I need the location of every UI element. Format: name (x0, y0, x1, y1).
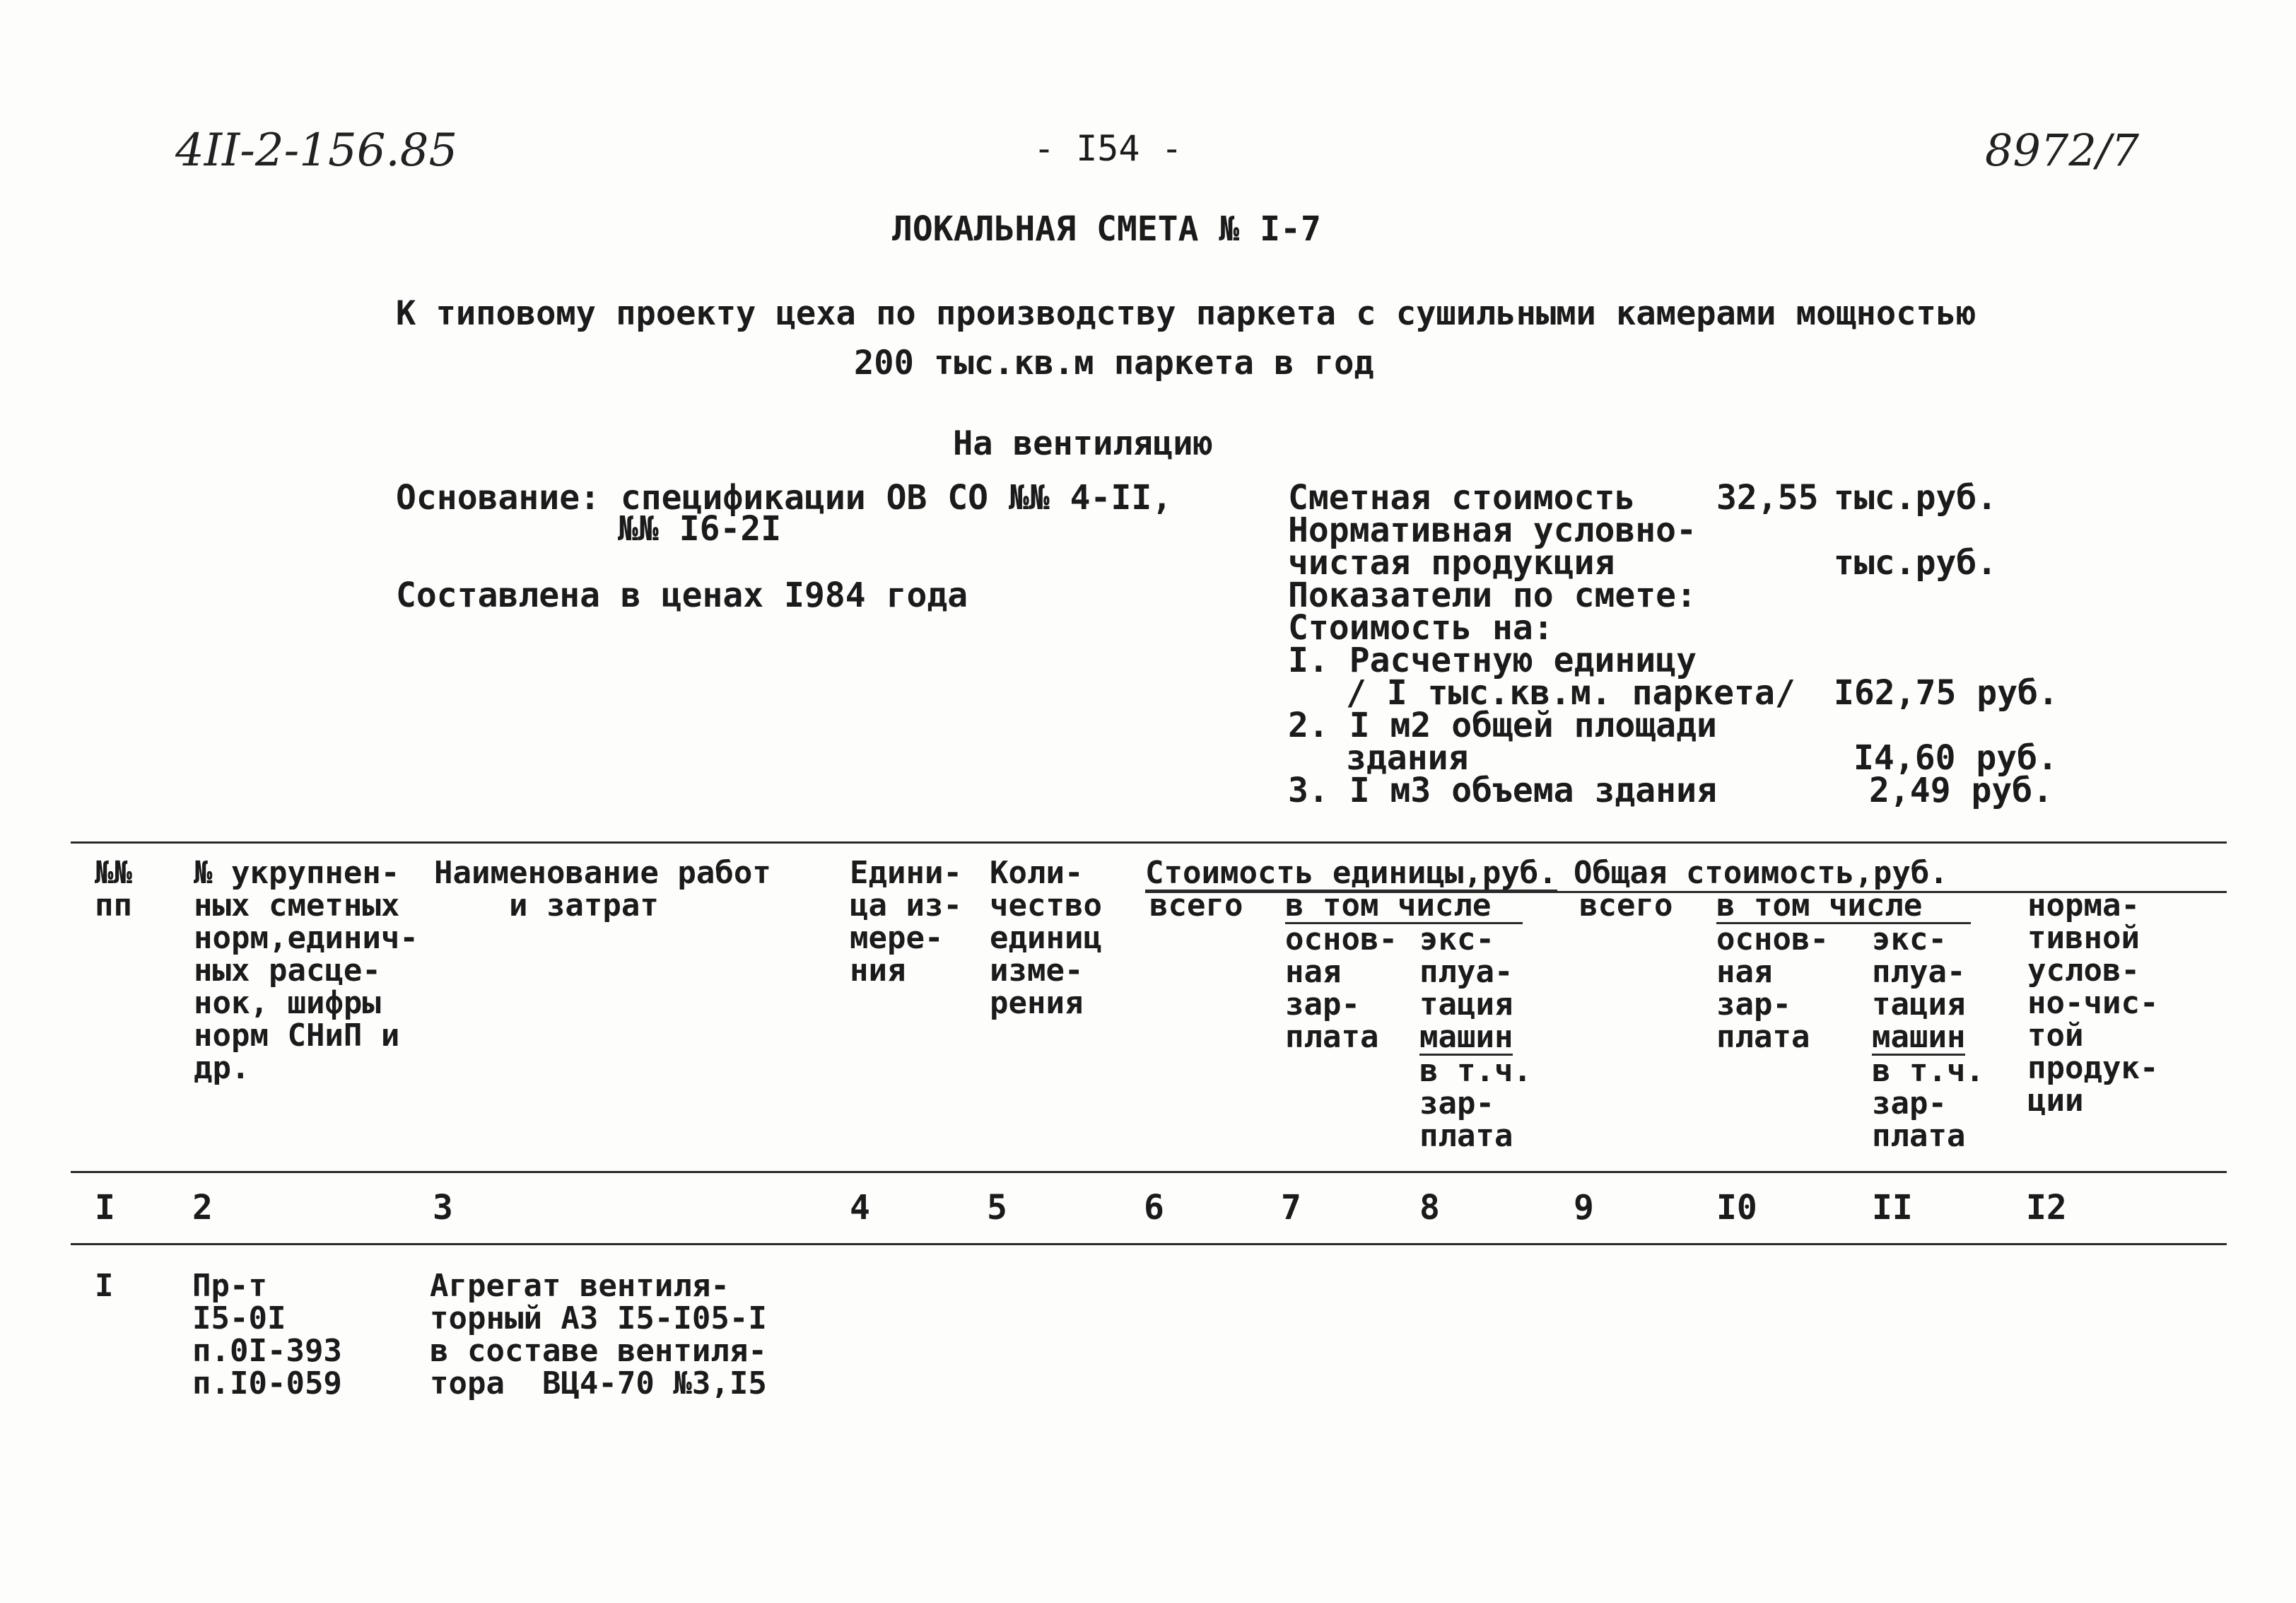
basis-line-1: Основание: спецификации ОВ СО №№ 4-II, (396, 478, 1173, 518)
column-number: 9 (1574, 1188, 1594, 1228)
group-header-unit-cost: Стоимость единицы,руб. (1145, 855, 1557, 891)
indicator-2-label: 2. I м2 общей площади (1288, 706, 1717, 745)
col-header-unit-wages: основ- ная зар- плата (1285, 921, 1398, 1055)
col-header-total-machines (1872, 923, 1965, 1056)
subgroup-header-incl-unit: в том числе (1285, 890, 1523, 924)
numbers-bottom-rule (71, 1243, 2227, 1245)
col-header-total-wages: основ- ная зар- плата (1716, 921, 1829, 1055)
subtitle-line-2: 200 тыс.кв.м паркета в год (854, 344, 1374, 383)
column-number: I0 (1716, 1188, 1757, 1228)
col-header-quantity: Коли- чество единиц изме- рения (990, 855, 1102, 1021)
group-header-total-cost: Общая стоимость,руб. (1574, 855, 1948, 891)
column-number: 8 (1419, 1188, 1440, 1228)
col-header-work-name: Наименование работ и затрат (434, 855, 771, 923)
indicator-3-label: 3. I м3 объема здания (1288, 771, 1717, 810)
indicator-1-value: I62,75 руб. (1834, 673, 2058, 713)
indicators-label: Показатели по смете: (1288, 576, 1697, 615)
column-number: 5 (987, 1188, 1007, 1228)
subgroup-header-incl-total: в том числе (1716, 890, 1971, 924)
column-number: II (1872, 1188, 1913, 1228)
col-header-unit-total: всего (1149, 887, 1243, 923)
normative-unit: тыс.руб. (1834, 543, 1998, 583)
estimated-cost-unit: тыс.руб. (1834, 478, 1998, 518)
col-header-unit-machine-wages: в т.ч. зар- плата (1419, 1053, 1532, 1154)
sheet-reference: 8972/7 (1985, 124, 2140, 176)
indicator-2-value: I4,60 руб. (1853, 738, 2058, 778)
cost-on-label: Стоимость на: (1288, 608, 1554, 648)
column-number: I2 (2026, 1188, 2067, 1228)
col-header-total: всего (1579, 887, 1673, 923)
row-norm-code: Пр-т I5-0I п.0I-393 п.I0-059 (192, 1268, 342, 1401)
subtitle-line-1: К типовому проекту цеха по производству паркета с сушильными камерами мощностью (396, 294, 1976, 333)
section-title: На вентиляцию (953, 424, 1213, 463)
col-header-norm-code: № укрупнен- ных сметных норм,единич- ных расце- нок, шифры норм СНиП и др. (194, 855, 418, 1086)
indicator-3-value: 2,49 руб. (1869, 771, 2054, 810)
page-number: - I54 - (1033, 128, 1183, 169)
col-header-total-machines-main: экс- плуа- тация машин (1872, 921, 1966, 1055)
column-number: 4 (850, 1188, 870, 1228)
column-number: 3 (433, 1188, 453, 1228)
document-title: ЛОКАЛЬНАЯ СМЕТА № I-7 (892, 209, 1321, 249)
col-header-unit: Едини- ца из- мере- ния (850, 855, 962, 989)
document-code: 4II-2-156.85 (175, 124, 458, 177)
row-work-name: Агрегат вентиля- торный А3 I5-I05-I в составе вентиля- тора ВЦ4-70 №3,I5 (430, 1268, 767, 1401)
indicator-2-sublabel: здания (1346, 738, 1469, 778)
basis-line-2: №№ I6-2I (618, 509, 782, 549)
estimated-cost-value: 32,55 (1716, 478, 1819, 518)
column-number: 7 (1281, 1188, 1301, 1228)
normative-label-1: Нормативная условно- (1288, 511, 1697, 550)
column-number: 6 (1144, 1188, 1164, 1228)
estimated-cost-label: Сметная стоимость (1288, 478, 1636, 518)
col-header-unit-machines (1419, 923, 1513, 1056)
indicator-1-label: I. Расчетную единицу (1288, 641, 1697, 680)
header-bottom-rule (71, 1171, 2227, 1173)
row-number: I (95, 1268, 114, 1304)
col-header-unit-machines-main: экс- плуа- тация машин (1419, 921, 1513, 1055)
col-header-normative-product: норма- тивной услов- но-чис- той продук- ции (2027, 887, 2159, 1119)
column-number: 2 (192, 1188, 213, 1228)
price-basis: Составлена в ценах I984 года (396, 576, 968, 615)
table-top-rule (71, 841, 2227, 844)
col-header-total-machine-wages: в т.ч. зар- плата (1872, 1053, 1984, 1154)
col-header-number: №№ пп (95, 855, 132, 923)
column-number: I (95, 1188, 115, 1228)
normative-label-2: чистая продукция (1288, 543, 1615, 583)
indicator-1-sublabel: / I тыс.кв.м. паркета/ (1346, 673, 1796, 713)
